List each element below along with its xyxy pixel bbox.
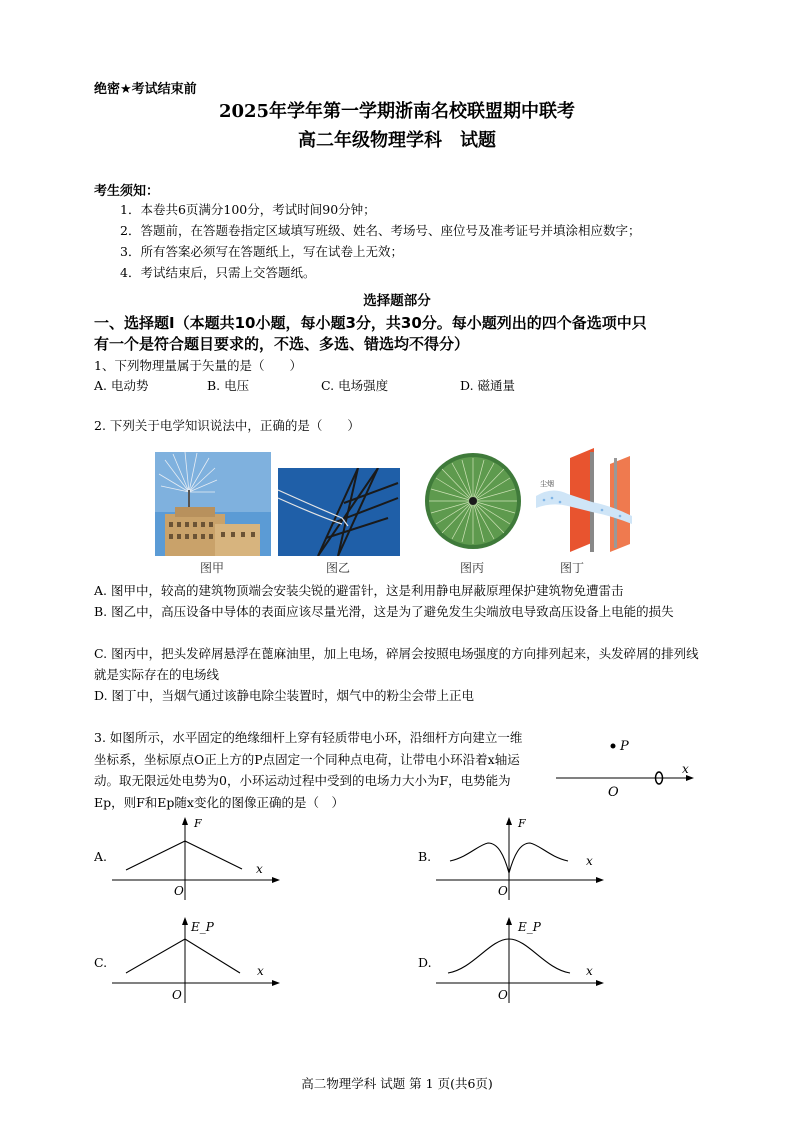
graph-x-label: x (586, 964, 593, 978)
graph-y-label: E_P (518, 920, 541, 934)
part1-heading: 一、选择题Ⅰ（本题共10小题，每小题3分，共30分。每小题列出的四个备选项中只 (94, 314, 647, 332)
precipitator-plate-label: A (598, 454, 604, 462)
graph-origin-label: O (498, 884, 508, 898)
notice-item: 3．所有答案必须写在答题纸上，写在试卷上无效； (120, 244, 403, 259)
figure-field-lines (424, 452, 522, 550)
diagram-label-o: O (608, 785, 619, 800)
notice-heading: 考生须知： (94, 184, 160, 199)
diagram-label-x: x (682, 762, 689, 776)
precipitator-smoke-label: 尘烟 (540, 480, 554, 488)
graph-x-label: x (586, 854, 593, 868)
part1-heading: 有一个是符合题目要求的，不选、多选、错选均不得分） (94, 335, 470, 353)
q3-option-b-graph (418, 815, 618, 900)
graph-option-label: C. (94, 955, 108, 970)
graph-option-label: A. (94, 849, 108, 864)
q3-option-c-graph (94, 913, 294, 1003)
q3-option-a-graph (94, 815, 294, 900)
graph-y-label: F (194, 817, 202, 830)
q2-stem: 2. 下列关于电学知识说法中，正确的是（ ） (94, 418, 360, 433)
q1-option-c: C. 电场强度 (321, 378, 389, 393)
q3-diagram (550, 730, 700, 805)
graph-x-label: x (256, 862, 263, 876)
q3-option-d-graph (418, 913, 618, 1003)
q1-stem: 1、下列物理量属于矢量的是（ ） (94, 358, 302, 373)
graph-origin-label: O (498, 988, 508, 1002)
section-title: 选择题部分 (363, 293, 431, 309)
notice-item: 4．考试结束后，只需上交答题纸。 (120, 265, 316, 280)
q1-option-a: A. 电动势 (94, 378, 149, 393)
figure-high-voltage-tower (278, 468, 400, 556)
q1-option-b: B. 电压 (207, 378, 250, 393)
exam-subtitle: 高二年级物理学科 试题 (298, 130, 496, 151)
graph-option-label: D. (418, 955, 432, 970)
confidential-mark: 绝密★考试结束前 (94, 82, 197, 97)
graph-y-label: F (518, 817, 526, 830)
exam-title: 2025年学年第一学期浙南名校联盟期中联考 (218, 101, 576, 122)
q1-option-d: D. 磁通量 (460, 378, 516, 393)
figure-caption: 图甲 (200, 561, 225, 575)
figure-caption: 图丙 (460, 561, 485, 575)
notice-item: 1．本卷共6页满分100分，考试时间90分钟； (120, 202, 376, 217)
figure-precipitator (532, 446, 644, 558)
figure-caption: 图丁 (560, 561, 585, 575)
page-footer: 高二物理学科 试题 第 1 页(共6页) (301, 1076, 493, 1091)
q2-option-d: D. 图丁中，当烟气通过该静电除尘装置时，烟气中的粉尘会带上正电 (94, 688, 475, 703)
graph-option-label: B. (418, 849, 432, 864)
q2-option-c: C. 图丙中，把头发碎屑悬浮在蓖麻油里，加上电场，碎屑会按照电场强度的方向排列起来，头发碎屑的排列线就是实际存在的电场线 (94, 646, 699, 682)
notice-item: 2．答题前，在答题卷指定区域填写班级、姓名、考场号、座位号及准考证号并填涂相应数字； (120, 223, 641, 238)
figure-lightning-rod (155, 452, 271, 556)
q3-stem: 3. 如图所示，水平固定的绝缘细杆上穿有轻质带电小环，沿细杆方向建立一维坐标系，坐标原点O正上方的P点固定一个同种点电荷，让带电小环沿着x轴运动。取无限远处电势为0，小环运动过程中受到的电场力大小为F，电势能为Ep，则F和Ep随x变化的图像正确的是（ ） (94, 730, 523, 810)
q2-option-b: B. 图乙中，高压设备中导体的表面应该尽量光滑，这是为了避免发生尖端放电导致高压设备上电能的损失 (94, 604, 674, 619)
graph-origin-label: O (172, 988, 182, 1002)
q2-option-a: A. 图甲中，较高的建筑物顶端会安装尖锐的避雷针，这是利用静电屏蔽原理保护建筑物免遭雷击 (94, 583, 624, 598)
graph-origin-label: O (174, 884, 184, 898)
diagram-label-p: P (620, 739, 629, 754)
point-charge-p (611, 744, 616, 749)
figure-caption: 图乙 (326, 561, 351, 575)
graph-x-label: x (257, 964, 264, 978)
graph-y-label: E_P (191, 920, 214, 934)
